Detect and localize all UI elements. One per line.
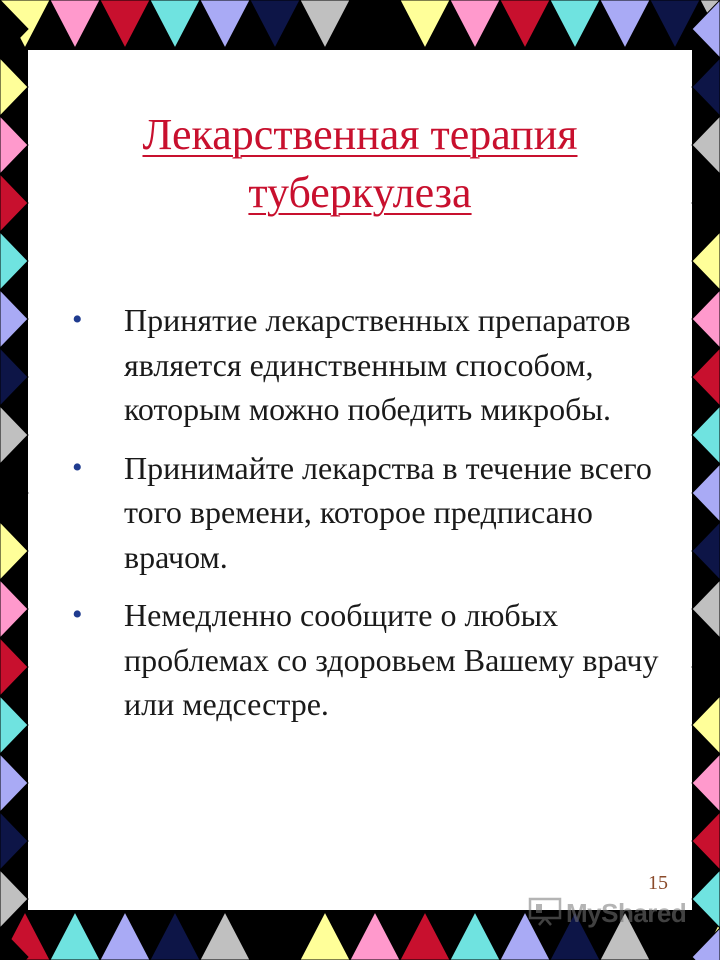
watermark-text: MyShared — [566, 898, 687, 928]
title-line-2: туберкулеза — [248, 168, 472, 217]
bullet-item-1 — [72, 298, 662, 432]
bullet-list — [72, 298, 662, 741]
bullet-dot-icon: • — [72, 598, 83, 631]
bullet-dot-icon: • — [72, 303, 83, 336]
page-number: 15 — [648, 872, 668, 894]
bullet-dot-icon: • — [72, 450, 83, 484]
bullet-item-2 — [72, 446, 662, 580]
title-line-1: Лекарственная терапия — [142, 110, 578, 159]
bullet-text-2: Принимайте лекарства в течение всего того времени, которое предписано врачом. — [124, 449, 652, 575]
watermark — [528, 896, 686, 931]
bullet-text-1: Принятие лекарственных препаратов является единственным способом, которым можно победить микробы. — [124, 302, 631, 427]
bullet-item-3 — [72, 593, 662, 727]
bullet-text-3: Немедленно сообщите о любых проблемах со здоровьем Вашему врачу или медсестре. — [124, 597, 659, 722]
slide-title — [40, 106, 680, 222]
slideshow-board-icon — [528, 896, 562, 931]
